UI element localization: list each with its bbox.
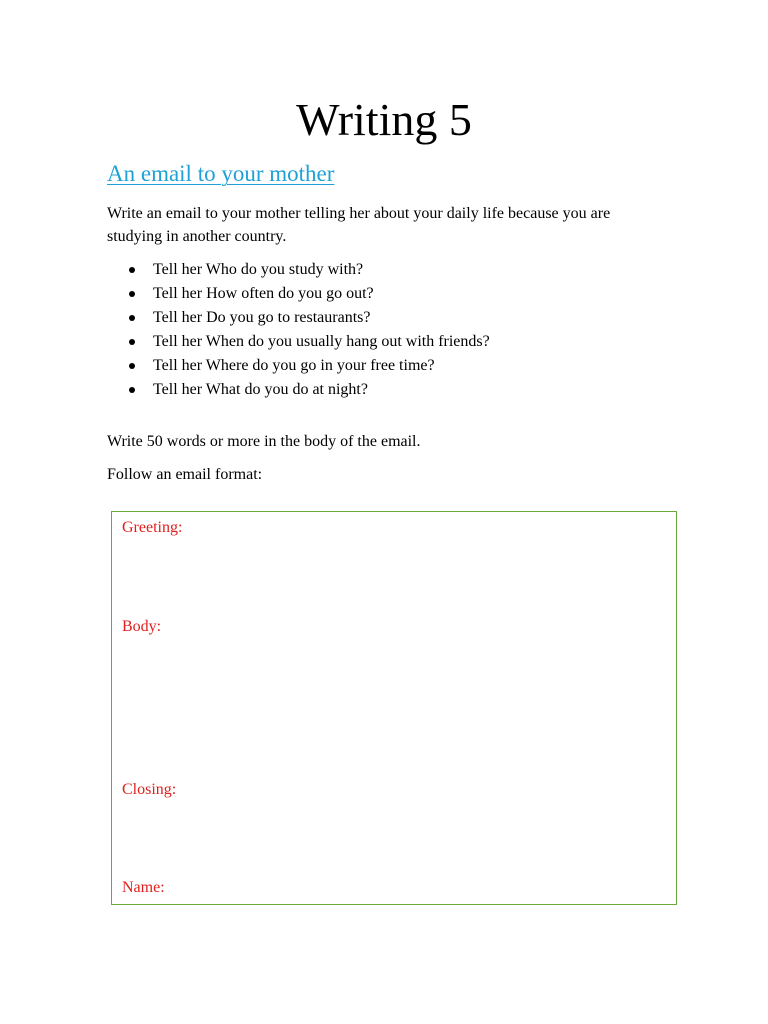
- list-item: [107, 378, 490, 402]
- subtitle-heading: An email to your mother: [107, 161, 335, 186]
- bullet-icon: [129, 363, 135, 369]
- bullet-icon: [129, 291, 135, 297]
- list-item: [107, 282, 490, 306]
- email-template-box: [111, 511, 677, 905]
- greeting-label: Greeting:: [122, 519, 183, 536]
- page-title: Writing 5: [296, 94, 472, 145]
- list-item: [107, 258, 490, 282]
- list-item: [107, 330, 490, 354]
- list-item-text: Tell her Who do you study with?: [153, 261, 364, 278]
- list-item-text: Tell her Do you go to restaurants?: [153, 309, 371, 326]
- closing-label: Closing:: [122, 781, 177, 798]
- bullet-icon: [129, 339, 135, 345]
- bullet-icon: [129, 315, 135, 321]
- list-item: [107, 354, 490, 378]
- bullet-icon: [129, 267, 135, 273]
- bullet-icon: [129, 387, 135, 393]
- word-requirement: Write 50 words or more in the body of the email.: [107, 433, 421, 450]
- list-item: [107, 306, 490, 330]
- name-label: Name:: [122, 879, 165, 896]
- intro-paragraph: Write an email to your mother telling her about your daily life because you are studying in another country.: [107, 205, 611, 245]
- list-item-text: Tell her How often do you go out?: [153, 285, 374, 302]
- list-item-text: Tell her Where do you go in your free time?: [153, 357, 435, 374]
- format-instruction: Follow an email format:: [107, 466, 263, 483]
- list-item-text: Tell her What do you do at night?: [153, 381, 368, 398]
- list-item-text: Tell her When do you usually hang out with friends?: [153, 333, 490, 350]
- body-label: Body:: [122, 618, 162, 635]
- prompt-list: [107, 258, 490, 402]
